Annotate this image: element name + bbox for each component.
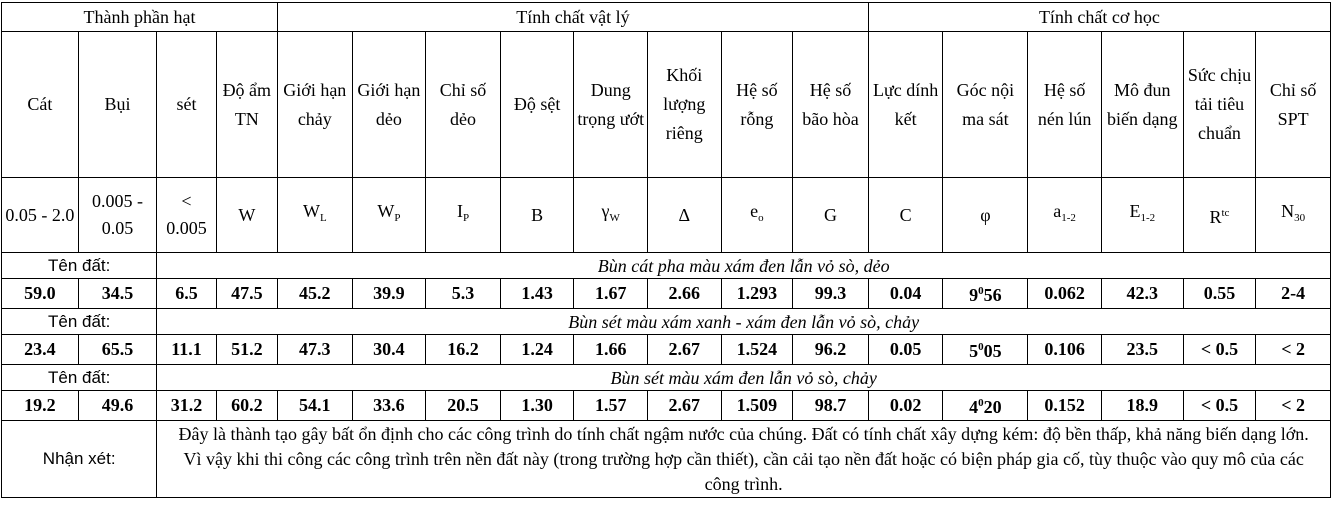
- column-name: Chỉ số SPT: [1256, 32, 1331, 178]
- soil-name-label: Tên đất:: [2, 365, 157, 391]
- value-cell: 5.3: [426, 279, 501, 309]
- column-name: Dung trọng ướt: [574, 32, 648, 178]
- group-header-physical: Tính chất vật lý: [278, 3, 869, 32]
- column-name: Cát: [2, 32, 79, 178]
- soil-name: Bùn cát pha màu xám đen lẫn vỏ sò, dẻo: [157, 253, 1331, 279]
- column-name: Góc nội ma sát: [943, 32, 1028, 178]
- value-cell: 19.2: [2, 391, 79, 421]
- column-symbol: [574, 178, 648, 253]
- value-cell: 0.02: [868, 391, 943, 421]
- symbol-main: W: [238, 204, 256, 225]
- column-symbol: [1256, 178, 1331, 253]
- column-name: Sức chịu tải tiêu chuẩn: [1183, 32, 1256, 178]
- value-cell: 0.55: [1183, 279, 1256, 309]
- column-symbol: [1101, 178, 1183, 253]
- column-name: Giới hạn chảy: [278, 32, 353, 178]
- value-cell: 47.5: [216, 279, 277, 309]
- symbol-subscript: 1-2: [1140, 212, 1156, 224]
- column-symbol: [278, 178, 353, 253]
- value-cell: 0.04: [868, 279, 943, 309]
- column-name: sét: [157, 32, 216, 178]
- symbol-main: 0.005 - 0.05: [92, 191, 143, 238]
- symbol-main: G: [824, 204, 837, 225]
- value-cell: 11.1: [157, 335, 216, 365]
- column-symbol: [426, 178, 501, 253]
- value-cell: 1.293: [721, 279, 793, 309]
- value-cell: < 0.5: [1183, 335, 1256, 365]
- value-cell: 2.66: [648, 279, 722, 309]
- column-symbol: [216, 178, 277, 253]
- value-cell: 39.9: [352, 279, 426, 309]
- symbol-main: Δ: [678, 204, 691, 225]
- symbol-main: 0.05 - 2.0: [5, 204, 75, 225]
- value-cell: 23.5: [1101, 335, 1183, 365]
- degree-symbol: 0: [978, 285, 984, 297]
- soil-name-row: [2, 253, 1331, 279]
- symbol-subscript: 1-2: [1061, 212, 1076, 224]
- column-name: Lực dính kết: [868, 32, 943, 178]
- symbol-subscript: L: [319, 212, 327, 224]
- value-cell: < 2: [1256, 335, 1331, 365]
- value-cell: 6.5: [157, 279, 216, 309]
- value-cell: 1.524: [721, 335, 793, 365]
- value-cell: < 0.5: [1183, 391, 1256, 421]
- column-name: Hệ số bão hòa: [793, 32, 869, 178]
- degree-symbol: 0: [978, 397, 984, 409]
- value-cell: 42.3: [1101, 279, 1183, 309]
- angle-degrees: 5: [969, 341, 979, 361]
- symbol-main: W: [302, 201, 320, 221]
- symbol-main: e: [750, 201, 759, 221]
- friction-angle-cell: [943, 335, 1028, 365]
- group-header-particle: Thành phần hạt: [2, 3, 278, 32]
- degree-symbol: 0: [978, 341, 984, 353]
- column-symbol: [648, 178, 722, 253]
- value-cell: 1.509: [721, 391, 793, 421]
- value-cell: 34.5: [78, 279, 157, 309]
- soil-values-row: [2, 391, 1331, 421]
- group-header-mechanical: Tính chất cơ học: [868, 3, 1330, 32]
- column-symbol: [793, 178, 869, 253]
- value-cell: 30.4: [352, 335, 426, 365]
- value-cell: 2.67: [648, 335, 722, 365]
- value-cell: 2.67: [648, 391, 722, 421]
- symbol-main: a: [1053, 201, 1062, 221]
- symbol-main: I: [456, 201, 463, 221]
- value-cell: 51.2: [216, 335, 277, 365]
- value-cell: 99.3: [793, 279, 869, 309]
- column-name: Bụi: [78, 32, 157, 178]
- value-cell: 1.24: [500, 335, 574, 365]
- symbol-main: φ: [980, 204, 991, 225]
- remark-text: Đây là thành tạo gây bất ổn định cho các công trình do tính chất ngậm nước của chúng. Đất có tính chất xây dựng kém: độ bền thấp, khả năng biến dạng lớn. Vì vậy khi thi công các công trình trên nền đất này (trong trường hợp cần thiết), cần cải tạo nền đất hoặc có biện pháp gia cố, tùy thuộc vào quy mô của các công trình.: [157, 421, 1331, 498]
- angle-minutes: 56: [983, 285, 1002, 305]
- column-name: Giới hạn dẻo: [352, 32, 426, 178]
- value-cell: 65.5: [78, 335, 157, 365]
- soil-properties-table: [1, 2, 1331, 498]
- angle-degrees: 9: [969, 285, 979, 305]
- value-cell: 96.2: [793, 335, 869, 365]
- symbol-subscript: P: [462, 212, 470, 224]
- column-name: Hệ số nén lún: [1028, 32, 1102, 178]
- symbol-main: B: [531, 204, 544, 225]
- value-cell: 0.062: [1028, 279, 1102, 309]
- column-symbol: [1183, 178, 1256, 253]
- value-cell: 54.1: [278, 391, 353, 421]
- value-cell: 33.6: [352, 391, 426, 421]
- symbol-subscript: P: [394, 212, 401, 224]
- symbol-main: C: [899, 204, 912, 225]
- symbol-subscript: o: [758, 212, 764, 224]
- column-name: Độ ẩm TN: [216, 32, 277, 178]
- column-symbol: [2, 178, 79, 253]
- value-cell: 49.6: [78, 391, 157, 421]
- angle-minutes: 20: [983, 397, 1002, 417]
- column-name: Khối lượng riêng: [648, 32, 722, 178]
- friction-angle-cell: [943, 279, 1028, 309]
- symbol-main: E: [1129, 201, 1141, 221]
- column-symbol: [1028, 178, 1102, 253]
- value-cell: 20.5: [426, 391, 501, 421]
- soil-name-label: Tên đất:: [2, 309, 157, 335]
- soil-values-row: [2, 335, 1331, 365]
- symbol-main: R: [1209, 206, 1222, 227]
- value-cell: 60.2: [216, 391, 277, 421]
- soil-values-row: [2, 279, 1331, 309]
- value-cell: 1.30: [500, 391, 574, 421]
- friction-angle-cell: [943, 391, 1028, 421]
- value-cell: 1.67: [574, 279, 648, 309]
- symbol-main: W: [377, 201, 395, 221]
- value-cell: 98.7: [793, 391, 869, 421]
- value-cell: 31.2: [157, 391, 216, 421]
- column-symbol: [157, 178, 216, 253]
- symbol-superscript: tc: [1221, 206, 1230, 219]
- soil-name: Bùn sét màu xám xanh - xám đen lẫn vỏ sò, chảy: [157, 309, 1331, 335]
- angle-degrees: 4: [969, 397, 979, 417]
- column-name: Độ sệt: [500, 32, 574, 178]
- soil-name-label: Tên đất:: [2, 253, 157, 279]
- angle-minutes: 05: [983, 341, 1002, 361]
- column-symbol: [352, 178, 426, 253]
- symbol-main: N: [1281, 201, 1295, 221]
- value-cell: 23.4: [2, 335, 79, 365]
- symbol-main: γ: [601, 201, 610, 221]
- symbol-subscript: 30: [1294, 212, 1306, 224]
- column-symbol: [721, 178, 793, 253]
- value-cell: 0.05: [868, 335, 943, 365]
- value-cell: 2-4: [1256, 279, 1331, 309]
- value-cell: 1.43: [500, 279, 574, 309]
- symbol-main: < 0.005: [166, 191, 207, 238]
- column-symbol: [78, 178, 157, 253]
- value-cell: 47.3: [278, 335, 353, 365]
- remark-label: Nhận xét:: [2, 421, 157, 498]
- value-cell: 1.66: [574, 335, 648, 365]
- value-cell: 1.57: [574, 391, 648, 421]
- value-cell: < 2: [1256, 391, 1331, 421]
- value-cell: 0.152: [1028, 391, 1102, 421]
- soil-name-row: [2, 309, 1331, 335]
- value-cell: 45.2: [278, 279, 353, 309]
- soil-name-row: [2, 365, 1331, 391]
- value-cell: 16.2: [426, 335, 501, 365]
- column-name: Mô đun biến dạng: [1101, 32, 1183, 178]
- column-symbol: [868, 178, 943, 253]
- soil-name: Bùn sét màu xám đen lẫn vỏ sò, chảy: [157, 365, 1331, 391]
- value-cell: 18.9: [1101, 391, 1183, 421]
- value-cell: 59.0: [2, 279, 79, 309]
- column-symbol: [943, 178, 1028, 253]
- column-symbol: [500, 178, 574, 253]
- symbol-subscript: W: [609, 212, 620, 224]
- value-cell: 0.106: [1028, 335, 1102, 365]
- column-name: Hệ số rỗng: [721, 32, 793, 178]
- column-name: Chỉ số dẻo: [426, 32, 501, 178]
